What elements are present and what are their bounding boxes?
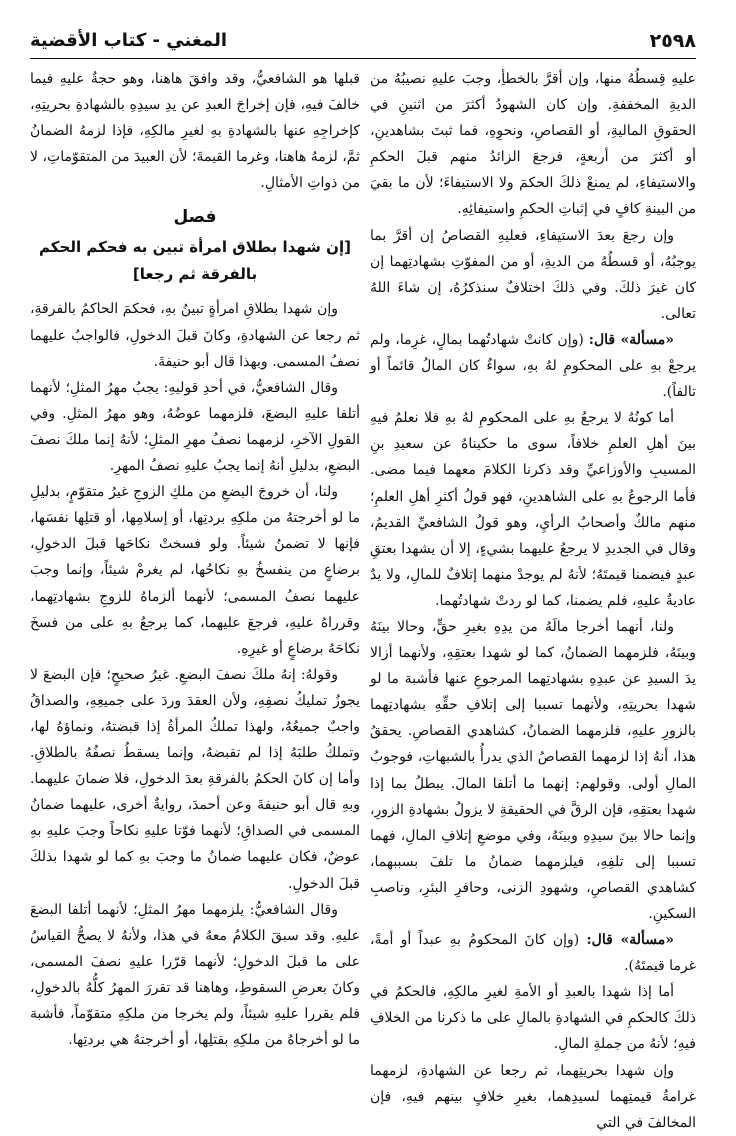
paragraph: وإن شهدا بحريتِهما، ثم رجعا عن الشهادةِ، لزمهما غرامةُ قيمتِهما لسيدِهما، بغيرِ خلافٍ بينهم فيهِ، فإن المخالفَ في التي — [370, 1062, 696, 1131]
masala-label: «مسألة» قال: — [588, 331, 674, 348]
paragraph: أما إذا شهدا بالعبدِ أو الأمةِ لغيرِ مالكِهِ، فالحكمُ في ذلكَ كالحكمِ في الشهادةِ بالمالِ على ما ذكرنا من الخلافِ فيهِ؛ لأنهُ من جملةِ المالِ. — [370, 984, 696, 1053]
paragraph: وقال الشافعيُّ، في أحدِ قوليهِ: يجبُ مهرُ المثلِ؛ لأنهما أتلفا عليهِ البضعَ، فلزمهما عوضُهُ، وهو مهرُ المثلِ. وفي القولِ الآخرِ، لزمهما نصفُ مهرِ المثلِ؛ لأنهُ إنما ملكَ نصفَ البضعِ، بدليلِ أنهُ إنما يجبُ عليهِ نصفُ المهرِ. — [30, 379, 360, 475]
masala-label: «مسألة» قال: — [586, 932, 675, 949]
paragraph: وقال الشافعيُّ: يلزمهما مهرُ المثلِ؛ لأنهما أتلفا البضعَ عليهِ. وقد سبقَ الكلامُ معهُ في هذا، ولأنهُ لا يصحُّ القياسُ على ما قبلَ الدخولِ؛ لأنهما قرّرا عليهِ نصفَ المسمى، وكانَ بعرضِ السقوطِ، وهاهنا قد تقررَ المهرُ كلُّهُ بالدخولِ، فلم يقررا عليهِ شيئاً، ولم يخرجا من ملكِهِ متقوّماً، فأشبهَ ما لو أخرجاهُ من ملكِهِ بقتلِها، أو أخرجتهُ هي بردتِها. — [30, 901, 360, 1049]
section-subheading: [إن شهدا بطلاق امرأة تبين به فحكم الحكم بالفرقة ثم رجعا] — [39, 238, 351, 284]
paragraph: وإن شهدا بطلاقِ امرأةٍ تبينُ بهِ، فحكمَ الحاكمُ بالفرقةِ، ثم رجعا عن الشهادةِ، وكانَ قبلَ الدخولِ، فالواجبُ عليهما نصفُ المسمى. وبهذا قال أبو حنيفةَ. — [30, 301, 360, 370]
masala-paragraph — [370, 327, 696, 405]
right-column — [370, 66, 696, 1131]
paragraph: أما كونُهُ لا يرجعُ بهِ على المحكومِ لهُ بهِ فلا نعلمُ فيهِ بينَ أهلِ العلمِ خلافاً، سوى ما حكيناهُ عن سعيدِ بنِ المسيبِ والأوزاعيِّ وقد ذكرنا الكلامَ معهما فيما مضى. فأما الرجوعُ بهِ على الشاهدينِ، فهو قولُ أكثرِ أهلِ العلمِ؛ منهم مالكٌ وأصحابُ الرأيِ، وهو قولُ الشافعيِّ القديمُ، وقال في الجديدِ لا يرجعُ عليهما بشيءٍ، إلا أن يشهدا بعتقِ عبدٍ فيضمنا قيمتَهُ؛ لأنهُ لم يوجدْ منهما إتلافٌ للمالِ، ولا يدٌ عاديةٌ عليهِ، فلم يضمنا، كما لو ردتْ شهادتُهما. — [370, 410, 696, 609]
paragraph: ولنا، أنهما أخرجا مالَهُ من يدِهِ بغيرِ حقٍّ، وحالا بينَهُ وبينَهُ، فلزمهما الضمانُ، كما لو شهدا بعتقِهِ، ولأنهما أزالا يدَ السيدِ عن عبدِهِ بشهادتِهما المرجوعِ عنها فأشبهَ ما لو شهدا بحريتِهِ، ولأنهما تسببا إلى إتلافِ حقِّهِ بشهادتِهما بالزورِ عليهِ، فلزمهما الضمانُ، كشاهدي القصاصِ. يحققُ هذا، أنهُ إذا لزمهما القصاصُ الذي يدرأُ بالشبهاتِ، فوجوبُ المالِ أولى. وقولهم: إنهما ما أتلفا المالَ. يبطلُ بما إذا شهدا بعتقِهِ، فإن الرقَّ في الحقيقةِ لا يزولُ بشهادةِ الزورِ، وإنما حالا بينَ سيدِهِ وبينَهُ، وفي موضعِ إتلافِ المالِ، فهما تسببا إلى تلفِهِ، فيلزمهما ضمانُ ما تلفَ بسببهما، كشاهدي القصاصِ، وشهودِ الزنى، وحافرِ البئرِ، وناصبِ السكينِ. — [370, 618, 696, 922]
running-title: المغني - كتاب الأقضية — [30, 30, 228, 51]
paragraph: وإن رجعَ بعدَ الاستيفاءِ، فعليهِ القصاصُ إن أقرَّ بما يوجبُهُ، أو قسطُهُ من الديةِ، أو من المفوّتِ بشهادتِهما إن كان غيرَ ذلكَ. وفي ذلكَ اختلافٌ سنذكرُهُ، إن شاءَ اللهُ تعالى. — [370, 227, 696, 322]
masala-text: (وإن كانتْ شهادتُهما بمالٍ، غرِما، ولم يرجعْ بهِ على المحكومِ لهُ بهِ، سواءٌ كان المالُ قائماً أو تالفاً). — [370, 331, 696, 401]
section-heading: فصل — [173, 207, 217, 228]
paragraph: ولنا، أن خروجَ البضعِ من ملكِ الزوجِ غيرُ متقوّمٍ، بدليلِ ما لو أخرجتهُ من ملكِهِ بردتِها، أو إسلامِها، أو قتلِها نفسَها، فإنها لا تضمنُ شيئاً. ولو فسختْ نكاحَها قبلَ الدخولِ، برضاعٍ من ينفسخُ بهِ نكاحُها، لم يغرمْ شيئاً، وإنما وجبَ عليهما نصفُ المسمى؛ لأنهما ألزماهُ للزوجِ بشهادتِهما، وقرراهُ عليهِ، فرجعَ عليهما، كما يرجعُ بهِ على من فسخَ نكاحَهُ برضاعٍ أو غيرِهِ. — [30, 484, 360, 657]
page-number: ٢٥٩٨ — [649, 30, 696, 52]
masala-paragraph — [370, 927, 696, 979]
paragraph: عليهِ قِسطُهُ منها، وإن أقرَّ بالخطأِ، وجبَ عليهِ نصيبُهُ من الديةِ المخففةِ. وإن كان الشهودُ أكثرَ من اثنينِ في الحقوقِ الماليةِ، أو القصاصِ، ونحوِهِ، فما ثبتَ بشاهدينِ، أو أكثرَ من أربعةٍ، فرجعَ الزائدُ منهم قبلَ الحكمِ والاستيفاءِ، لم يمنعْ ذلكَ الحكمَ ولا الاستيفاءَ؛ لأن ما بقيَ من البينةِ كافٍ في إثباتِ الحكمِ واستيفائِهِ. — [370, 71, 696, 218]
masala-text: (وإن كانَ المحكومُ بهِ عبداً أو أمةً، غرما قيمتَهُ). — [370, 932, 696, 975]
left-column — [30, 66, 360, 1076]
page-header — [30, 28, 696, 59]
paragraph: قبلها هو الشافعيُّ، وقد وافقَ هاهنا، وهو حجةٌ عليهِ فيما خالفَ فيهِ، فإن إخراجَ العبدِ عن يدِ سيدِهِ بالشهادةِ بحريتِهِ، كإخراجِهِ عنها بالشهادةِ بهِ لغيرِ مالكِهِ، فإذا لزمهُ الضمانُ ثمَّ، لزمهُ هاهنا، وغرما القيمةَ؛ لأن العبيدَ من المتقوّماتِ، لا من ذواتِ الأمثالِ. — [30, 71, 360, 192]
paragraph: وقولهُ: إنهُ ملكَ نصفَ البضعِ. غيرُ صحيحٍ؛ فإن البضعَ لا يجوزُ تمليكُ نصفِهِ، ولأن العقدَ وردَ على جميعِهِ، والصداقُ واجبٌ جميعُهُ، ولهذا تملكُ المرأةُ إذا قبضتهُ، ونماؤهُ لها، وتملكُ طلبَهُ إذا لم تقبضهُ، وإنما يسقطُ نصفُهُ بالطلاقِ. وأما إن كانَ الحكمُ بالفرقةِ بعدَ الدخولِ، فلا ضمانَ عليهما. وبهِ قال أبو حنيفةَ وعن أحمدَ، روايةٌ أخرى، عليهما ضمانُ المسمى في الصداقِ؛ لأنهما فوّتا عليهِ نكاحاً وجبَ عليهِ بهِ عوضٌ، فكان عليهما ضمانُ ما وجبَ بهِ كما لو شهدا بذلكَ قبلَ الدخولِ. — [30, 666, 360, 892]
